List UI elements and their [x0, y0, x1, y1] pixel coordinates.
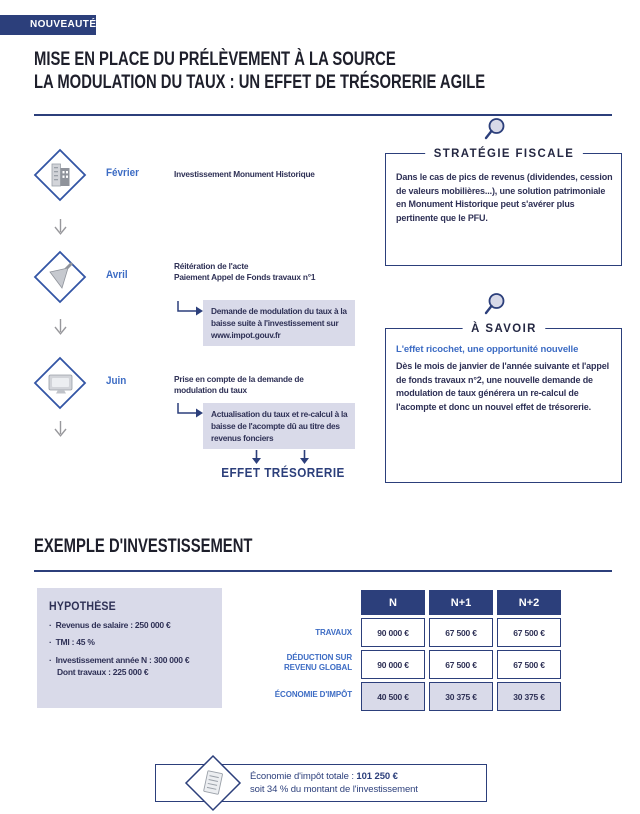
hypothese-item: · Revenus de salaire : 250 000 € [49, 620, 212, 631]
hypothese-item: · TMI : 45 % [49, 637, 212, 648]
magnifier-icon [482, 292, 508, 318]
table-cell: 90 000 € [361, 618, 425, 647]
page-title [34, 48, 485, 94]
callout-text: Actualisation du taux et re-calcul à la baisse de l'acompte dû au titre des revenus fonciers [211, 409, 348, 443]
table-cell: 40 500 € [361, 682, 425, 711]
title-divider [34, 114, 612, 116]
sidebox-subtitle: L'effet ricochet, une opportunité nouvelle [396, 344, 579, 355]
effet-tresorerie-label: EFFET TRÉSORERIE [221, 465, 345, 480]
timeline-step-diamond [33, 148, 87, 202]
page-title-line2: LA MODULATION DU TAUX : UN EFFET DE TRÉSORERIE AGILE [34, 72, 486, 93]
table-cell: 90 000 € [361, 650, 425, 679]
timeline-description-text: Réitération de l'acte [174, 261, 249, 271]
table-header-cell: N+2 [497, 590, 561, 615]
table-header-cell: N+1 [429, 590, 493, 615]
table-cell: 67 500 € [497, 650, 561, 679]
timeline-step-diamond [33, 250, 87, 304]
callout-actualisation [203, 403, 355, 449]
down-arrow-icon [54, 319, 67, 338]
hypothese-item: · Investissement année N : 300 000 € [49, 655, 212, 666]
total-diamond [184, 754, 242, 812]
timeline-description [174, 169, 344, 180]
table-cell: 30 375 € [429, 682, 493, 711]
row-label-line: DÉDUCTION SUR [286, 653, 352, 662]
total-detail: soit 34 % du montant de l'investissement [250, 784, 418, 795]
row-label-line: REVENU GLOBAL [283, 663, 352, 672]
table-row-label-travaux: TRAVAUX [315, 628, 352, 637]
timeline-month-juin: Juin [106, 375, 127, 387]
down-arrow-icon [54, 219, 67, 238]
hypothese-title: HYPOTHÈSE [49, 601, 116, 613]
total-value: 101 250 € [356, 771, 398, 782]
connector-arrow-icon [176, 301, 206, 317]
table-cell: 67 500 € [497, 618, 561, 647]
page-title-line1: MISE EN PLACE DU PRÉLÈVEMENT À LA SOURCE [34, 49, 396, 70]
investment-table [361, 590, 561, 711]
connector-arrow-icon [176, 403, 206, 419]
timeline-step-diamond [33, 356, 87, 410]
callout-text: Demande de modulation du taux à la baisse suite à l'investissement sur [211, 306, 347, 328]
down-arrow-icon [54, 421, 67, 440]
timeline-description-text: modulation du taux [174, 385, 247, 395]
sidebox-body: Dès le mois de janvier de l'année suivante et l'appel de fonds travaux n°2, une nouvelle demande de modulation de taux générera un re-calcul de l'acompte et donc un nouvel effet de trésorerie. [396, 361, 609, 412]
hypothese-sub-item: Dont travaux : 225 000 € [57, 666, 149, 677]
timeline-month-fevrier: Février [106, 167, 140, 179]
timeline-description-text: Investissement Monument Historique [174, 169, 315, 179]
timeline-description [174, 261, 344, 283]
table-cell: 67 500 € [429, 650, 493, 679]
timeline-description-text: Prise en compte de la demande de [174, 374, 304, 384]
impot-gouv-link[interactable]: www.impot.gouv.fr [211, 330, 281, 340]
table-row-label-economie: ÉCONOMIE D'IMPÔT [274, 690, 352, 699]
callout-modulation-demande [203, 300, 355, 346]
down-arrow-icon [251, 450, 262, 465]
a-savoir-box [385, 321, 622, 483]
total-label: Économie d'impôt totale : [250, 771, 357, 782]
hypothese-box [37, 588, 222, 708]
table-cell: 67 500 € [429, 618, 493, 647]
nouveaute-badge: NOUVEAUTÉ [0, 15, 96, 35]
timeline-month-avril: Avril [106, 269, 128, 281]
timeline-description [174, 374, 344, 396]
magnifier-icon [482, 117, 508, 143]
down-arrow-icon [299, 450, 310, 465]
sidebox-title: STRATÉGIE FISCALE [425, 146, 583, 160]
table-header-cell: N [361, 590, 425, 615]
total-savings-text [250, 770, 418, 796]
table-row-label-deduction [230, 653, 352, 673]
timeline-description-text: Paiement Appel de Fonds travaux n°1 [174, 272, 316, 282]
example-divider [34, 570, 612, 572]
example-heading: EXEMPLE D'INVESTISSEMENT [34, 536, 253, 557]
sidebox-body: Dans le cas de pics de revenus (dividendes, cession de valeurs mobilières...), une solution patrimoniale en Monument Historique peut s'avérer plus pertinente que le PFU. [396, 172, 613, 223]
sidebox-title: À SAVOIR [462, 321, 545, 335]
table-cell: 30 375 € [497, 682, 561, 711]
strategie-fiscale-box [385, 146, 622, 266]
